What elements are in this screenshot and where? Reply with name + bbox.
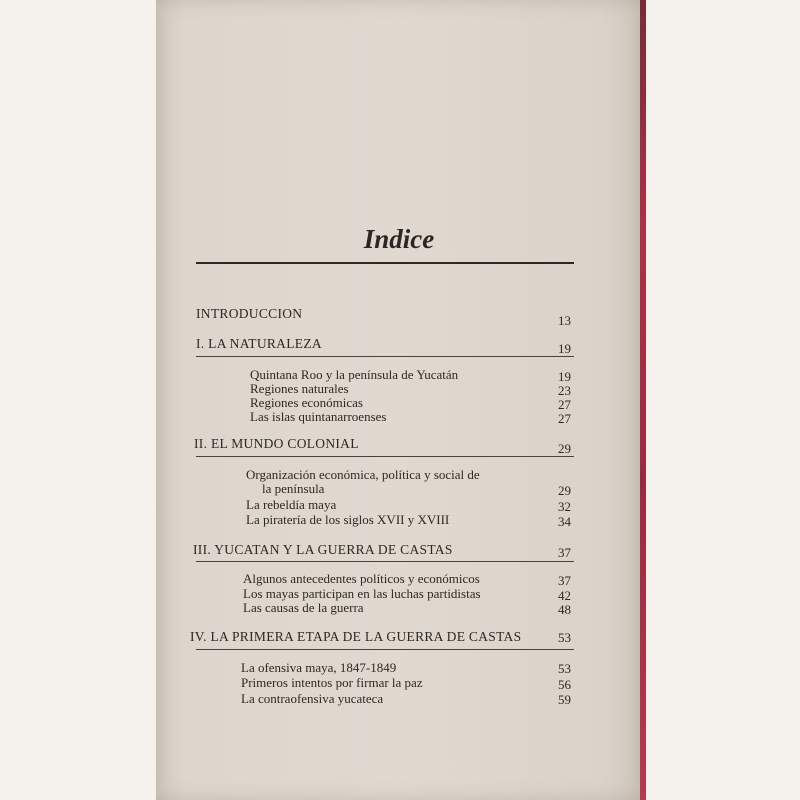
toc-page-number: 37 [558, 545, 571, 560]
toc-section: La ofensiva maya, 1847-1849 [241, 660, 397, 675]
toc-entry-introduction: INTRODUCCION [196, 306, 303, 321]
toc-page-number: 56 [558, 677, 571, 692]
toc-section: La contraofensiva yucateca [241, 691, 384, 706]
toc-page-number: 34 [558, 514, 571, 529]
toc-section: Los mayas participan en las luchas partidistas [243, 586, 481, 601]
toc-page-number: 19 [558, 369, 571, 384]
title-rule [196, 262, 574, 264]
toc-page-number: 13 [558, 313, 571, 328]
book-cover-edge [640, 0, 646, 800]
toc-section: La piratería de los siglos XVII y XVIII [246, 512, 450, 527]
toc-section: Algunos antecedentes políticos y económicos [243, 571, 480, 586]
chapter-divider [196, 456, 574, 457]
toc-section: La rebeldía maya [246, 497, 337, 512]
page-title: Indice [363, 224, 435, 254]
toc-page-number: 29 [558, 483, 571, 498]
toc-page-number: 23 [558, 383, 571, 398]
chapter-divider [196, 356, 574, 357]
toc-chapter-1: I. LA NATURALEZA [196, 336, 322, 351]
toc-section: Quintana Roo y la península de Yucatán [250, 367, 459, 382]
toc-section: Primeros intentos por firmar la paz [241, 675, 423, 690]
toc-page-number: 19 [558, 341, 571, 356]
toc-section: Las causas de la guerra [243, 600, 364, 615]
toc-page-number: 53 [558, 630, 571, 645]
toc-page-number: 48 [558, 602, 571, 617]
toc-page-number: 37 [558, 573, 571, 588]
toc-page-number: 27 [558, 397, 571, 412]
toc-chapter-4: IV. LA PRIMERA ETAPA DE LA GUERRA DE CASTAS [190, 629, 522, 644]
chapter-divider [196, 561, 574, 562]
toc-page-number: 59 [558, 692, 571, 707]
toc-page-number: 53 [558, 661, 571, 676]
toc-section: Regiones naturales [250, 381, 349, 396]
toc-chapter-2: II. EL MUNDO COLONIAL [194, 436, 359, 451]
toc-section: Regiones económicas [250, 395, 363, 410]
toc-page-number: 32 [558, 499, 571, 514]
toc-page-number: 29 [558, 441, 571, 456]
toc-section: Las islas quintanarroenses [250, 409, 387, 424]
toc-chapter-3: III. YUCATAN Y LA GUERRA DE CASTAS [193, 542, 453, 557]
toc-section-continuation: la península [262, 481, 325, 496]
toc-page-number: 27 [558, 411, 571, 426]
toc-page-number: 42 [558, 588, 571, 603]
toc-section: Organización económica, política y social de [246, 467, 480, 482]
chapter-divider [196, 649, 574, 650]
